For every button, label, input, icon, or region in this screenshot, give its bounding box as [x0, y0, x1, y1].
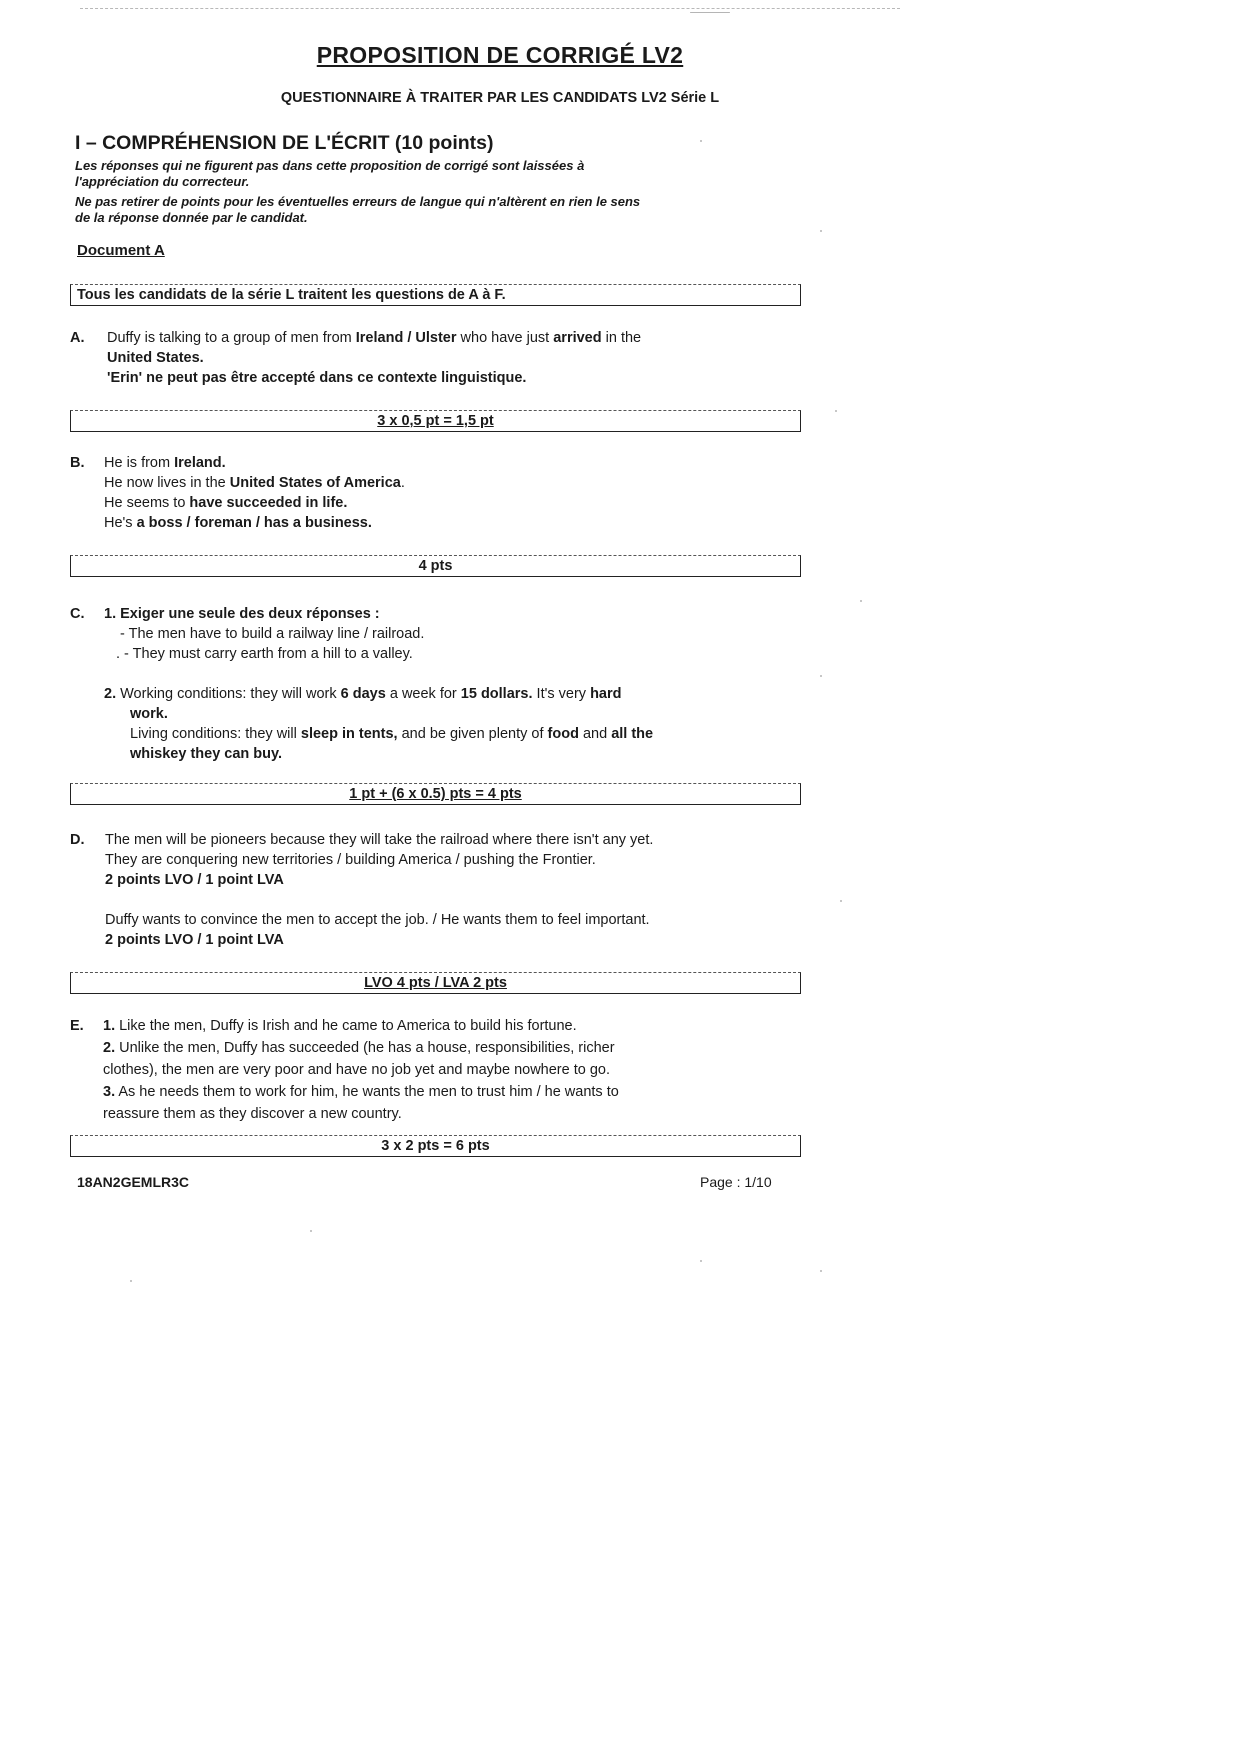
score-box-a: 3 x 0,5 pt = 1,5 pt [70, 410, 801, 432]
question-c-letter: C. [70, 606, 85, 622]
question-a-line-3: 'Erin' ne peut pas être accepté dans ce contexte linguistique. [107, 370, 527, 386]
scan-speckle [820, 675, 822, 677]
question-d-line-3: Duffy wants to convince the men to accept the job. / He wants them to feel important. [105, 912, 650, 928]
scan-speckle [840, 900, 842, 902]
grading-note-2: Ne pas retirer de points pour les éventuelles erreurs de langue qui n'altèrent en rien le sens de la réponse donnée par le candidat. [75, 194, 641, 225]
question-c2-line-2: work. [130, 706, 168, 722]
question-e3-line-1: 3. As he needs them to work for him, he wants the men to trust him / he wants to [103, 1084, 619, 1100]
score-box-c: 1 pt + (6 x 0.5) pts = 4 pts [70, 783, 801, 805]
question-c1-option-1: - The men have to build a railway line / railroad. [120, 626, 425, 642]
question-c2-line-3: Living conditions: they will sleep in tents, and be given plenty of food and all the [130, 726, 654, 742]
grading-note-1: Les réponses qui ne figurent pas dans cette proposition de corrigé sont laissées à l'appréciation du correcteur. [75, 158, 585, 189]
question-d-letter: D. [70, 832, 85, 848]
question-c2-line-1: 2. Working conditions: they will work 6 days a week for 15 dollars. It's very hard [104, 686, 622, 702]
question-a-letter: A. [70, 330, 85, 346]
score-box-e: 3 x 2 pts = 6 pts [70, 1135, 801, 1157]
question-b-line-1: He is from Ireland. [104, 455, 226, 471]
score-box-d: LVO 4 pts / LVA 2 pts [70, 972, 801, 994]
question-c2-line-4: whiskey they can buy. [130, 746, 283, 762]
question-e2-line-2: clothes), the men are very poor and have no job yet and maybe nowhere to go. [103, 1062, 611, 1078]
question-e3-line-2: reassure them as they discover a new country. [103, 1106, 402, 1122]
scan-speckle [860, 600, 862, 602]
section-heading: I – COMPRÉHENSION DE L'ÉCRIT (10 points) [75, 132, 494, 154]
page-number: Page : 1/10 [700, 1174, 772, 1190]
scan-speckle [310, 1230, 312, 1232]
score-box-b: 4 pts [70, 555, 801, 577]
scan-speckle [835, 410, 837, 412]
question-b-line-2: He now lives in the United States of America. [104, 475, 405, 491]
scan-speckle [820, 1270, 822, 1272]
document-label: Document A [77, 242, 165, 259]
question-a-line-1: Duffy is talking to a group of men from Ireland / Ulster who have just arrived in the [107, 330, 642, 346]
question-d-points-2: 2 points LVO / 1 point LVA [105, 932, 284, 948]
question-c1-title: 1. Exiger une seule des deux réponses : [104, 606, 380, 622]
question-e2-line-1: 2. Unlike the men, Duffy has succeeded (he has a house, responsibilities, richer [103, 1040, 615, 1056]
document-code: 18AN2GEMLR3C [77, 1174, 190, 1190]
question-e1: 1. Like the men, Duffy is Irish and he came to America to build his fortune. [103, 1018, 577, 1034]
page-title: PROPOSITION DE CORRIGÉ LV2 [316, 42, 684, 68]
scan-speckle [690, 12, 730, 13]
page-subtitle: QUESTIONNAIRE À TRAITER PAR LES CANDIDATS LV2 Série L [280, 90, 720, 106]
question-c1-option-2: . - They must carry earth from a hill to a valley. [116, 646, 413, 662]
scan-speckle [700, 1260, 702, 1262]
question-e-letter: E. [70, 1018, 84, 1034]
instruction-box: Tous les candidats de la série L traitent les questions de A à F. [70, 284, 801, 306]
question-d-points-1: 2 points LVO / 1 point LVA [105, 872, 284, 888]
question-b-line-4: He's a boss / foreman / has a business. [104, 515, 372, 531]
question-d-line-2: They are conquering new territories / building America / pushing the Frontier. [105, 852, 596, 868]
question-b-line-3: He seems to have succeeded in life. [104, 495, 348, 511]
question-a-line-2: United States. [107, 350, 204, 366]
scan-speckle [820, 230, 822, 232]
scan-speckle [130, 1280, 132, 1282]
question-b-letter: B. [70, 455, 85, 471]
scan-edge-line [80, 8, 900, 9]
question-d-line-1: The men will be pioneers because they will take the railroad where there isn't any yet. [105, 832, 654, 848]
scan-speckle [700, 140, 702, 142]
